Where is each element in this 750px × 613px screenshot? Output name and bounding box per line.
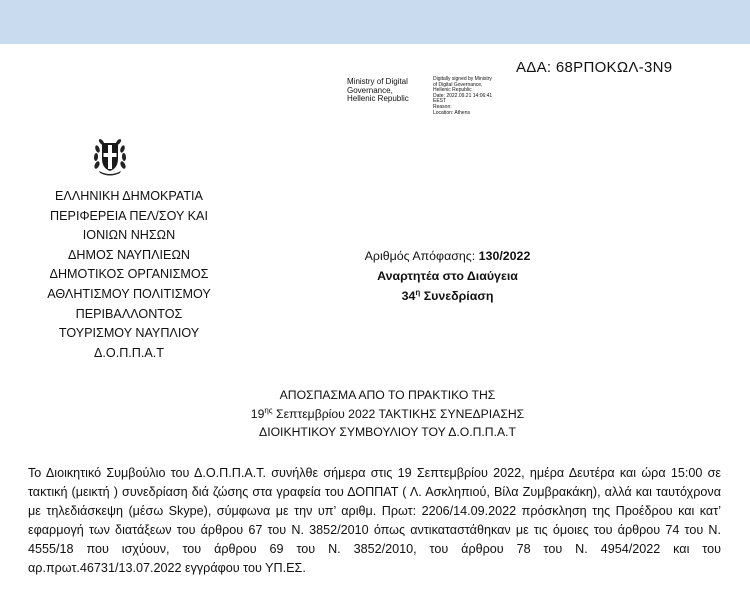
extract-line (200, 405, 575, 424)
extract-title (200, 386, 575, 442)
body-paragraph: Το Διοικητικό Συμβούλιο του Δ.Ο.Π.Π.Α.Τ. συνήλθε σήμερα στις 19 Σεπτεμβρίου 2022, ημέρα Δευτέρα και ώρα 15:00 σε τακτική (μεικτή ) συνεδρίαση διά ζώσης στα γραφεία του ΔΟΠΠΑΤ ( Λ. Ασκληπιού, Βίλα Ζυμβρακάκη), αλλά και ταυτόχρονα με τηλεδιάσκεψη (μέσω Skype), σύμφωνα με την υπ’ αριθμ. Πρωτ: 2206/14.09.2022 πρόσκληση της Προέδρου και κατ’ εφαρμογή των διατάξεων του άρθρου 67 του Ν. 3852/2010 όπως αντικαταστάθηκαν με τις όμοιες του άρθρου 74 του Ν. 4555/18 που ισχύουν, του άρθρου 69 του Ν. 3852/2010, του άρθρου 78 του Ν. 4954/2022 και του αρ.πρωτ.46731/13.07.2022 εγγράφου του ΥΠ.ΕΣ. (28, 466, 721, 575)
session-number-sup: η (415, 287, 421, 297)
organization-line: Δ.Ο.Π.Π.Α.Τ (94, 345, 164, 360)
decision-number (350, 246, 545, 266)
decision-number-label: Αριθμός Απόφασης: (364, 249, 479, 263)
signature-detail-line: Reason: (433, 103, 452, 110)
signature-detail-line: EEST (433, 98, 447, 105)
session-number (350, 286, 545, 306)
signature-detail-line: Digitally signed by Ministry (433, 76, 492, 82)
signature-details (433, 77, 492, 116)
extract-date-rest: Σεπτεμβρίου 2022 ΤΑΚΤΙΚΗΣ ΣΥΝΕΔΡΙΑΣΗΣ (272, 406, 525, 421)
signature-detail-line: Location: Athens (433, 109, 470, 116)
session-label: Συνεδρίαση (420, 289, 494, 303)
signature-authority-line: Ministry of Digital (347, 77, 408, 86)
decision-number-value: 130/2022 (478, 249, 531, 263)
extract-day: 19 (250, 406, 265, 421)
organization-line: ΔΗΜΟΤΙΚΟΣ ΟΡΓΑΝΙΣΜΟΣ (49, 267, 209, 282)
signature-detail-line: Date: 2022.09.21 14:06:41 (433, 92, 493, 99)
organization-line: ΑΘΛΗΤΙΣΜΟΥ ΠΟΛΙΤΙΣΜΟΥ (47, 286, 211, 301)
organization-line: ΙΟΝΙΩΝ ΝΗΣΩΝ (82, 228, 176, 243)
extract-line: ΔΙΟΙΚΗΤΙΚΟΥ ΣΥΜΒΟΥΛΙΟΥ ΤΟΥ Δ.Ο.Π.Π.Α.Τ (259, 425, 516, 440)
ada-code: ΑΔΑ: 68ΡΠΟΚΩΛ-3Ν9 (516, 59, 673, 76)
greek-coat-of-arms-icon (93, 135, 127, 177)
organization-line: ΤΟΥΡΙΣΜΟΥ ΝΑΥΠΛΙΟΥ (58, 326, 200, 341)
organization-line: ΠΕΡΙΦΕΡΕΙΑ ΠΕΛ/ΣΟΥ ΚΑΙ (50, 208, 208, 223)
publish-note: Αναρτητέα στο Διαύγεια (377, 269, 518, 283)
organization-block (16, 187, 242, 363)
decision-block (350, 246, 545, 306)
signature-authority-line: Governance, (347, 85, 393, 95)
signature-detail-line: Hellenic Republic (433, 87, 472, 94)
organization-line: ΠΕΡΙΒΑΛΛΟΝΤΟΣ (75, 306, 183, 321)
signature-authority-line: Hellenic Republic (347, 94, 409, 103)
signature-authority (347, 78, 409, 104)
extract-line: ΑΠΟΣΠΑΣΜΑ ΑΠΟ ΤΟ ΠΡΑΚΤΙΚΟ ΤΗΣ (279, 388, 496, 402)
organization-line: ΕΛΛΗΝΙΚΗ ΔΗΜΟΚΡΑΤΙΑ (55, 189, 203, 203)
extract-day-sup: ης (264, 405, 273, 415)
top-banner (0, 0, 750, 44)
signature-detail-line: of Digital Governance, (433, 81, 483, 88)
organization-line: ΔΗΜΟΣ ΝΑΥΠΛΙΕΩΝ (68, 247, 190, 262)
session-number-value: 34 (401, 289, 416, 303)
